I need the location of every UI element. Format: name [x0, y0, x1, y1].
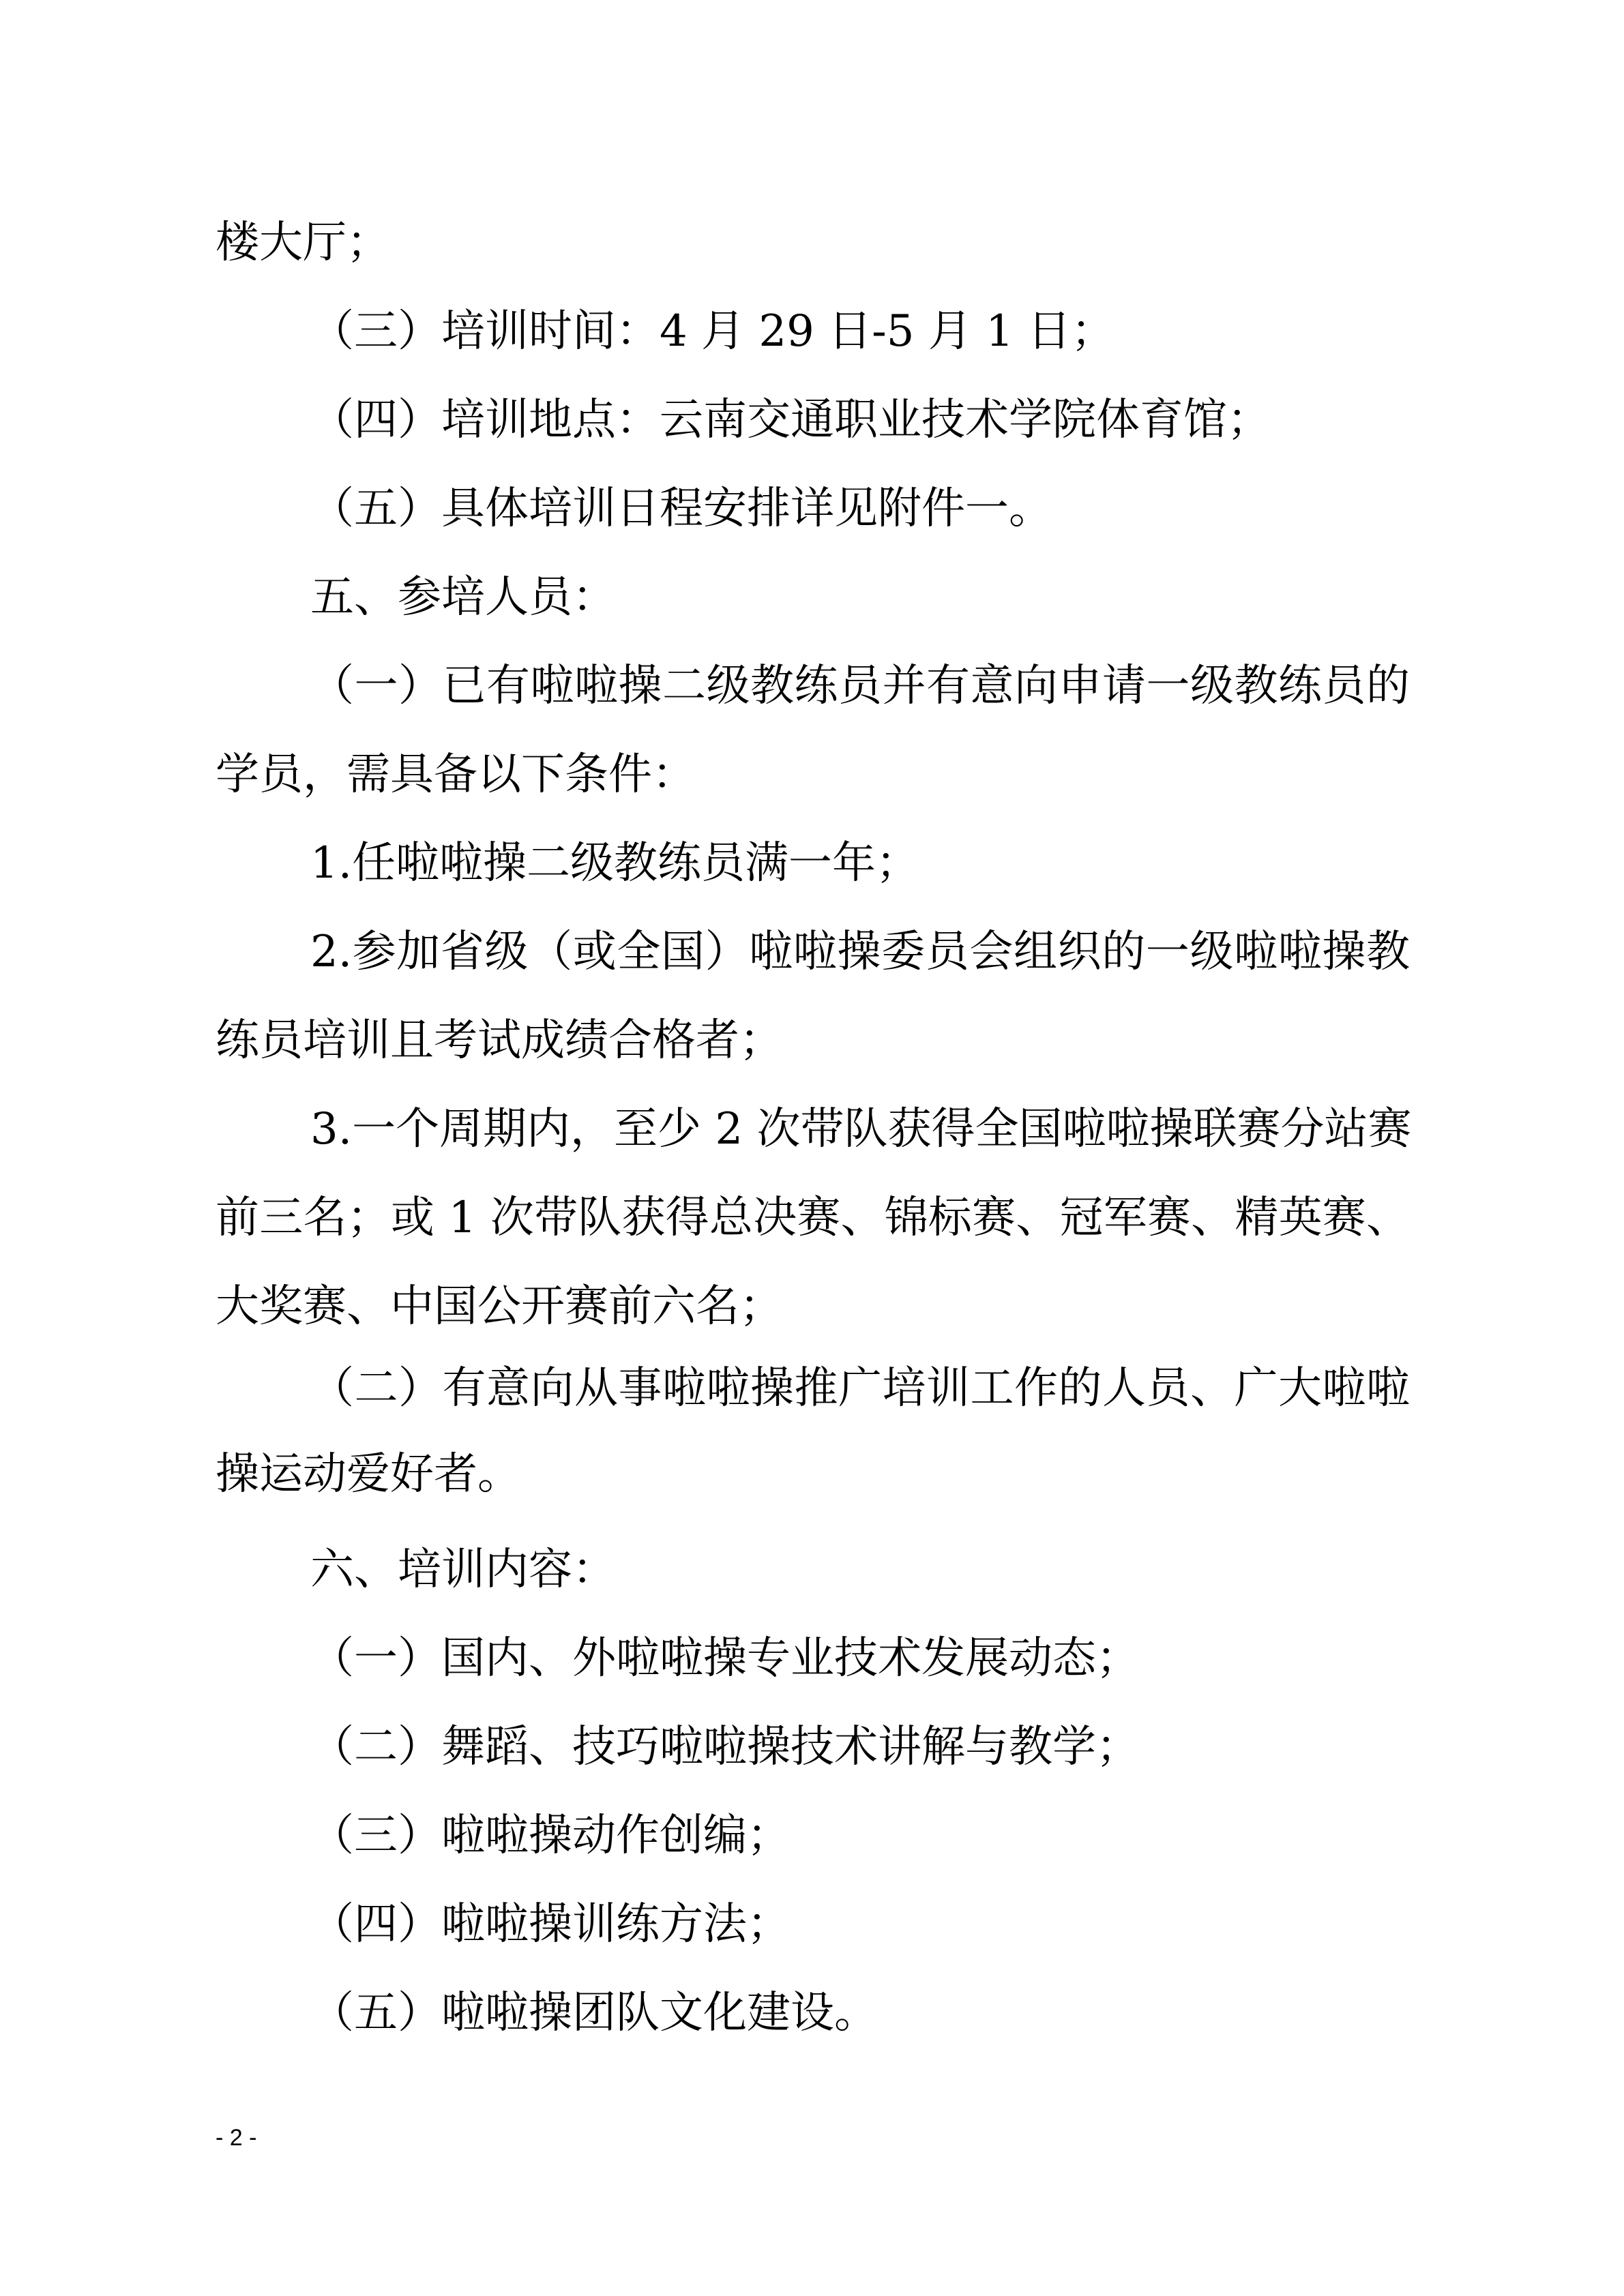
text-line-8: 1.任啦啦操二级教练员满一年； — [310, 838, 920, 889]
section-heading-5: 五、参培人员： — [310, 572, 616, 623]
text-line-15: 操运动爱好者。 — [216, 1449, 521, 1500]
text-line-14: （二）有意向从事啦啦操推广培训工作的人员、广大啦啦 — [310, 1363, 1410, 1414]
text-line-12: 前三名；或 1 次带队获得总决赛、锦标赛、冠军赛、精英赛、 — [216, 1193, 1410, 1243]
text-line-19: （三）啦啦操动作创编； — [310, 1810, 791, 1861]
text-line-13: 大奖赛、中国公开赛前六名； — [216, 1281, 783, 1332]
section-heading-6: 六、培训内容： — [310, 1545, 616, 1595]
text-line-2: （三）培训时间：4 月 29 日-5 月 1 日； — [310, 306, 1115, 357]
text-line-20: （四）啦啦操训练方法； — [310, 1899, 791, 1950]
text-line-21: （五）啦啦操团队文化建设。 — [310, 1988, 878, 2038]
text-line-11: 3.一个周期内，至少 2 次带队获得全国啦啦操联赛分站赛 — [310, 1104, 1412, 1154]
text-line-3: （四）培训地点：云南交通职业技术学院体育馆； — [310, 395, 1271, 445]
text-line-6: （一）已有啦啦操二级教练员并有意向申请一级教练员的 — [310, 661, 1410, 711]
text-line-1: 楼大厅； — [216, 218, 390, 268]
text-line-17: （一）国内、外啦啦操专业技术发展动态； — [310, 1633, 1140, 1684]
text-line-10: 练员培训且考试成绩合格者； — [216, 1015, 783, 1066]
text-line-4: （五）具体培训日程安排详见附件一。 — [310, 483, 1052, 534]
page-number: - 2 - — [216, 2125, 257, 2151]
text-line-7: 学员，需具备以下条件： — [216, 749, 696, 800]
text-line-9: 2.参加省级（或全国）啦啦操委员会组织的一级啦啦操教 — [310, 927, 1410, 977]
text-line-18: （二）舞蹈、技巧啦啦操技术讲解与教学； — [310, 1722, 1140, 1772]
